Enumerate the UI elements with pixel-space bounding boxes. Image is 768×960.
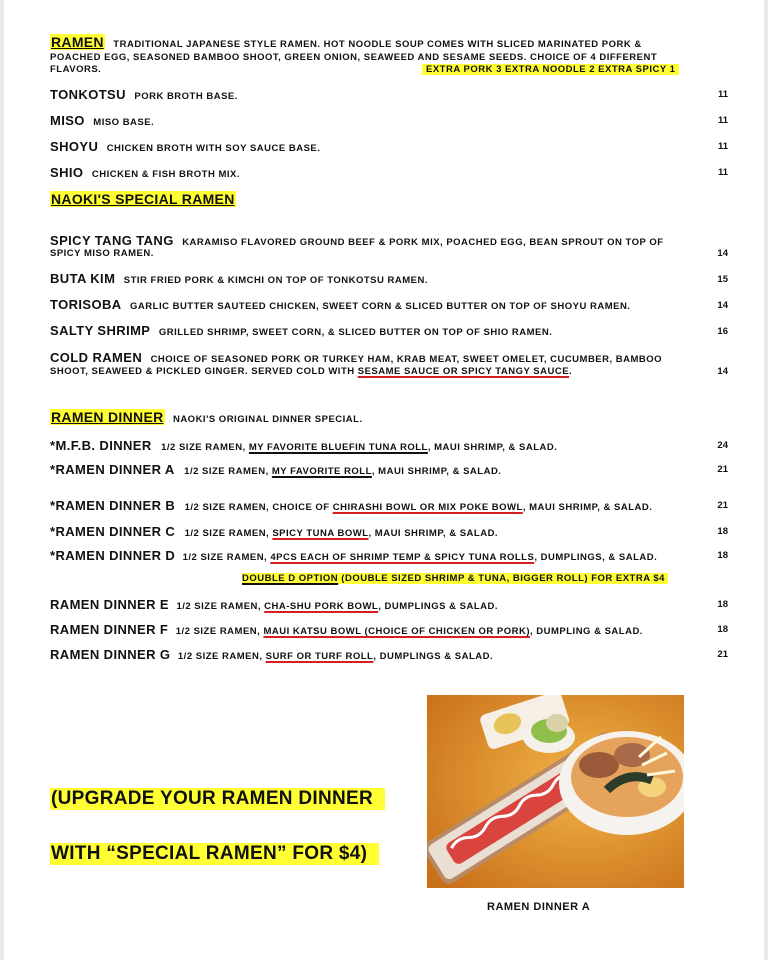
dinner-item-mfb — [50, 437, 557, 455]
item-desc: MISO BASE. — [93, 117, 155, 128]
item-name: MISO — [50, 113, 85, 128]
item-price: 14 — [717, 300, 728, 311]
ramen-heading-line — [50, 34, 642, 52]
item-desc-2 — [50, 366, 572, 377]
item-desc-2b: . — [569, 366, 573, 377]
item-desc: PORK BROTH BASE. — [134, 91, 238, 102]
page-edge-left — [0, 0, 4, 960]
item-sauce-choice: SESAME SAUCE OR SPICY TANGY SAUCE — [357, 366, 570, 377]
ramen-description: TRADITIONAL JAPANESE STYLE RAMEN. HOT NOODLE SOUP COMES WITH SLICED MARINATED PORK & — [113, 39, 642, 50]
item-desc-tail: , MAUI SHRIMP, & SALAD. — [427, 442, 558, 453]
item-desc-2a: SHOOT, SEAWEED & PICKLED GINGER. SERVED COLD WITH — [50, 366, 358, 377]
item-name: RAMEN DINNER E — [50, 597, 169, 612]
item-price: 16 — [717, 326, 728, 337]
menu-item-miso — [50, 112, 154, 130]
dinner-item-e — [50, 596, 498, 614]
item-name: SPICY TANG TANG — [50, 233, 174, 248]
item-name: SHOYU — [50, 139, 99, 154]
item-name: SHIO — [50, 165, 84, 180]
item-price: 18 — [717, 624, 728, 635]
special-heading-line — [50, 191, 236, 209]
item-desc-tail: , DUMPLINGS, & SALAD. — [534, 552, 658, 563]
item-desc: STIR FRIED PORK & KIMCHI ON TOP OF TONKOTSU RAMEN. — [123, 275, 428, 286]
item-bowl: MAUI KATSU BOWL (CHOICE OF CHICKEN OR PORK) — [263, 626, 530, 637]
special-section-title: NAOKI'S SPECIAL RAMEN — [51, 191, 235, 207]
dinner-item-d — [50, 547, 657, 565]
item-desc: 1/2 SIZE RAMEN, — [184, 466, 272, 477]
menu-item-tonkotsu — [50, 86, 238, 104]
item-desc-tail: , MAUI SHRIMP, & SALAD. — [371, 466, 502, 477]
ramen-description-2: POACHED EGG, SEASONED BAMBOO SHOOT, GREEN ONION, SEAWEED AND SESAME SEEDS. CHOICE OF 4 DIFFERENT — [50, 52, 658, 63]
menu-item-shio — [50, 164, 240, 182]
item-desc-tail: , DUMPLING & SALAD. — [530, 626, 643, 637]
item-price: 14 — [717, 366, 728, 377]
item-price: 18 — [717, 550, 728, 561]
item-price: 21 — [717, 649, 728, 660]
item-roll: MY FAVORITE ROLL — [271, 466, 372, 477]
ramen-extras: EXTRA PORK 3 EXTRA NOODLE 2 EXTRA SPICY 1 — [422, 64, 679, 75]
menu-item-cold-ramen — [50, 349, 662, 367]
item-desc-tail: , DUMPLINGS & SALAD. — [373, 651, 494, 662]
item-roll: SURF OR TURF ROLL — [265, 651, 374, 662]
item-desc: 1/2 SIZE RAMEN, CHOICE OF — [184, 502, 333, 513]
ramen-section-title: RAMEN — [51, 34, 104, 50]
item-name: RAMEN DINNER F — [50, 622, 169, 637]
item-desc-tail: , MAUI SHRIMP, & SALAD. — [368, 528, 499, 539]
item-desc: 1/2 SIZE RAMEN, — [161, 442, 249, 453]
item-name: COLD RAMEN — [50, 350, 143, 365]
dinner-section-title: RAMEN DINNER — [51, 409, 164, 425]
menu-item-shoyu — [50, 138, 320, 156]
item-name: BUTA KIM — [50, 271, 116, 286]
item-bowl: CHA-SHU PORK BOWL — [264, 601, 379, 612]
upgrade-note-line-2: WITH “SPECIAL RAMEN” FOR $4) — [50, 843, 379, 865]
menu-item-torisoba — [50, 296, 630, 314]
item-price: 21 — [717, 500, 728, 511]
item-desc-2: SPICY MISO RAMEN. — [50, 248, 154, 259]
menu-item-salty-shrimp — [50, 322, 552, 340]
item-name: RAMEN DINNER G — [50, 647, 171, 662]
item-name: TORISOBA — [50, 297, 122, 312]
dinner-item-f — [50, 621, 643, 639]
item-name: SALTY SHRIMP — [50, 323, 151, 338]
dinner-heading-line — [50, 409, 363, 427]
item-desc: 1/2 SIZE RAMEN, — [175, 626, 264, 637]
dinner-item-a — [50, 461, 501, 479]
item-price: 18 — [717, 599, 728, 610]
ramen-description-3: FLAVORS. — [50, 64, 102, 75]
food-illustration — [427, 695, 684, 888]
item-desc: 1/2 SIZE RAMEN, — [182, 552, 271, 563]
menu-item-buta-kim — [50, 270, 428, 288]
item-desc: CHOICE OF SEASONED PORK OR TURKEY HAM, KRAB MEAT, SWEET OMELET, CUCUMBER, BAMBOO — [150, 354, 663, 365]
item-bowl: CHIRASHI BOWL OR MIX POKE BOWL — [332, 502, 523, 513]
item-price: 11 — [717, 167, 728, 178]
item-desc: 1/2 SIZE RAMEN, — [177, 651, 266, 662]
item-name: TONKOTSU — [50, 87, 126, 102]
dinner-subtitle: NAOKI'S ORIGINAL DINNER SPECIAL. — [172, 414, 363, 425]
item-roll: MY FAVORITE BLUEFIN TUNA ROLL — [248, 442, 428, 453]
item-bowl: SPICY TUNA BOWL — [272, 528, 369, 539]
item-desc-tail: , MAUI SHRIMP, & SALAD. — [522, 502, 653, 513]
item-price: 11 — [717, 115, 728, 126]
double-d-option — [242, 573, 668, 584]
page-edge-right — [764, 0, 768, 960]
item-desc: GRILLED SHRIMP, SWEET CORN, & SLICED BUTTER ON TOP OF SHIO RAMEN. — [158, 327, 553, 338]
double-d-option-detail: (DOUBLE SIZED SHRIMP & TUNA, BIGGER ROLL) FOR EXTRA $4 — [338, 573, 665, 584]
item-name: *RAMEN DINNER D — [50, 548, 176, 563]
item-price: 18 — [717, 526, 728, 537]
dinner-item-g — [50, 646, 493, 664]
ramen-dinner-a-photo — [427, 695, 684, 888]
item-price: 24 — [717, 440, 728, 451]
dinner-item-b — [50, 497, 652, 515]
item-name: *RAMEN DINNER A — [50, 462, 175, 477]
dinner-item-c — [50, 523, 498, 541]
item-desc: GARLIC BUTTER SAUTEED CHICKEN, SWEET CORN & SLICED BUTTER ON TOP OF SHOYU RAMEN. — [130, 301, 631, 312]
item-price: 21 — [717, 464, 728, 475]
upgrade-note-line-1: (UPGRADE YOUR RAMEN DINNER — [50, 788, 385, 810]
item-desc: CHICKEN & FISH BROTH MIX. — [91, 169, 240, 180]
double-d-option-label: DOUBLE D OPTION — [242, 573, 339, 584]
item-desc: 1/2 SIZE RAMEN, — [184, 528, 273, 539]
item-price: 11 — [717, 141, 728, 152]
photo-caption: RAMEN DINNER A — [487, 901, 591, 913]
item-desc: CHICKEN BROTH WITH SOY SAUCE BASE. — [106, 143, 321, 154]
item-price: 11 — [717, 89, 728, 100]
item-price: 14 — [717, 248, 728, 259]
item-name: *M.F.B. DINNER — [50, 438, 152, 453]
item-name: *RAMEN DINNER C — [50, 524, 176, 539]
item-desc-tail: , DUMPLINGS & SALAD. — [378, 601, 499, 612]
item-price: 15 — [717, 274, 728, 285]
item-name: *RAMEN DINNER B — [50, 498, 176, 513]
item-desc: 1/2 SIZE RAMEN, — [176, 601, 265, 612]
item-desc: KARAMISO FLAVORED GROUND BEEF & PORK MIX, POACHED EGG, BEAN SPROUT ON TOP OF — [182, 237, 664, 248]
item-rolls: 4PCS EACH OF SHRIMP TEMP & SPICY TUNA ROLLS — [270, 552, 535, 563]
